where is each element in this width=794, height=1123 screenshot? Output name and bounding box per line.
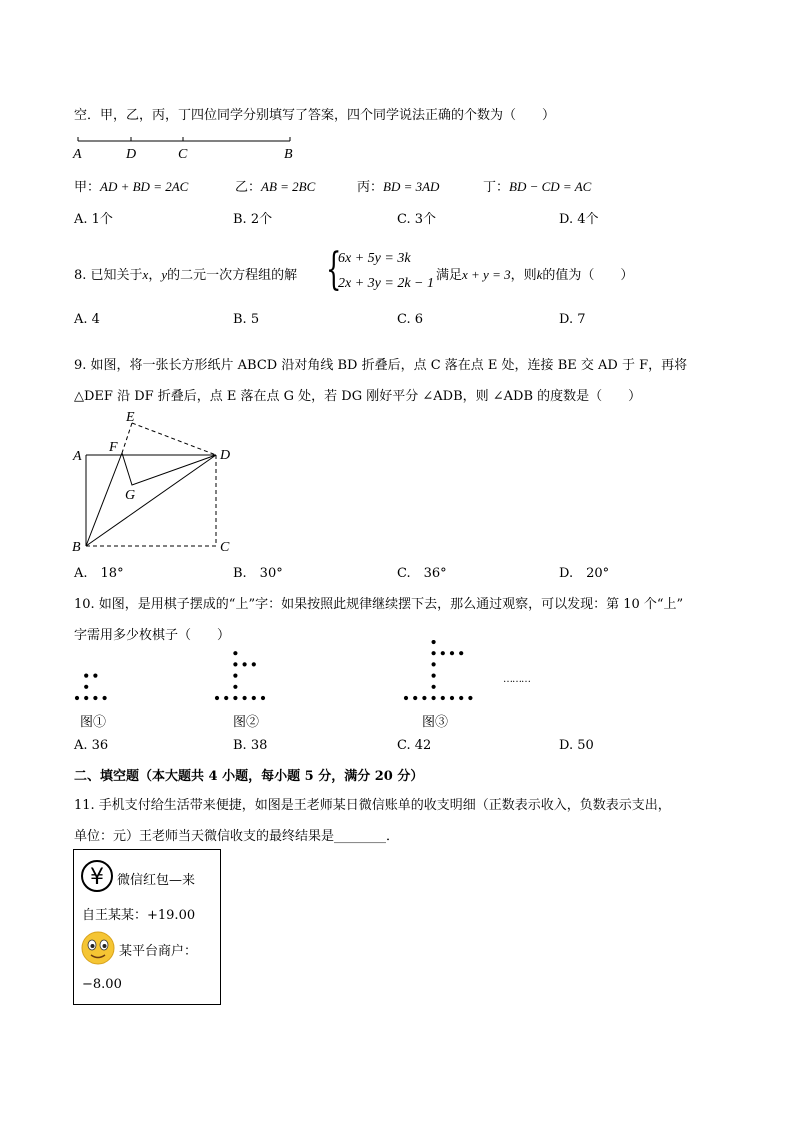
q7-point-c: C <box>178 147 188 162</box>
chess-piece <box>84 696 88 700</box>
smiley-face-icon <box>80 930 116 966</box>
chess-piece <box>432 651 436 655</box>
svg-text:¥: ¥ <box>90 865 104 890</box>
q8-option-c: C. 6 <box>397 312 424 327</box>
q10-stem-line-2: 字需用多少枚棋子（ ） <box>74 628 231 643</box>
q7-point-b: B <box>284 147 293 162</box>
chess-piece <box>468 696 472 700</box>
q7-option-d: D. 4个 <box>559 212 599 227</box>
q8-option-b: B. 5 <box>233 312 260 327</box>
q7-option-a: A. 1个 <box>74 212 113 227</box>
wechat-row-2-amount: −8.00 <box>82 977 122 992</box>
q9-label-e: E <box>126 410 135 425</box>
chess-piece <box>432 662 436 666</box>
q11-stem-line-2: 单位：元）王老师当天微信收支的最终结果是________． <box>74 829 400 844</box>
q9-option-a: A. 18° <box>74 566 124 581</box>
q8-stem: 8. 已知关于x，y的二元一次方程组的解 <box>74 267 298 283</box>
chess-piece <box>243 696 247 700</box>
q10-option-d: D. 50 <box>559 738 594 753</box>
chess-piece <box>224 696 228 700</box>
q7-statement-ding: 丁：BD − CD = AC <box>483 179 592 195</box>
chess-piece <box>252 696 256 700</box>
section-2-title: 二、填空题（本大题共 4 小题，每小题 5 分，满分 20 分） <box>74 769 424 784</box>
chess-piece <box>233 651 237 655</box>
chess-piece <box>432 696 436 700</box>
chess-piece <box>93 696 97 700</box>
q7-option-c: C. 3个 <box>397 212 437 227</box>
chess-piece <box>233 685 237 689</box>
chess-piece <box>103 696 107 700</box>
q9-label-b: B <box>72 540 81 555</box>
chess-piece <box>432 674 436 678</box>
q10-figure-dots <box>75 640 473 700</box>
q7-stem-tail: 空．甲，乙，丙，丁四位同学分别填写了答案，四个同学说法正确的个数为（ ） <box>74 108 556 123</box>
chess-piece <box>450 651 454 655</box>
q8-option-d: D. 7 <box>559 312 586 327</box>
q8-option-a: A. 4 <box>74 312 100 327</box>
chess-piece <box>233 696 237 700</box>
wechat-row-1-title: 微信红包—来 <box>117 873 196 888</box>
q8-brace: { <box>326 244 342 295</box>
q9-fold-figure <box>70 405 240 555</box>
chess-piece <box>261 696 265 700</box>
q9-label-d: D <box>220 448 231 463</box>
q9-option-b: B. 30° <box>233 566 283 581</box>
q9-label-f: F <box>109 440 118 455</box>
q10-figure-label-2: 图② <box>233 715 260 730</box>
wechat-row-2-title: 某平台商户： <box>119 944 198 959</box>
q9-option-c: C. 36° <box>397 566 447 581</box>
chess-piece <box>93 674 97 678</box>
chess-piece <box>75 696 79 700</box>
chess-piece <box>84 674 88 678</box>
q7-statement-jia: 甲：AD + BD = 2AC <box>74 179 189 195</box>
chess-piece <box>432 685 436 689</box>
chess-piece <box>450 696 454 700</box>
q10-figure-label-3: 图③ <box>422 715 449 730</box>
yuan-coin-icon <box>80 859 114 893</box>
q9-label-c: C <box>220 540 230 555</box>
q10-figure-label-1: 图① <box>80 715 107 730</box>
q8-equation-2: 2x + 3y = 2k − 1 <box>338 276 434 291</box>
chess-piece <box>413 696 417 700</box>
q10-chess-figures <box>0 640 560 710</box>
q9-stem-line-2: △DEF 沿 DF 折叠后，点 E 落在点 G 处，若 DG 刚好平分 ∠ADB，则 ∠ADB 的度数是（ ） <box>74 389 642 404</box>
chess-piece <box>84 685 88 689</box>
q10-stem-line-1: 10. 如图，是用棋子摆成的“上”字：如果按照此规律继续摆下去，那么通过观察，可以发现：第 10 个“上” <box>74 597 684 612</box>
chess-piece <box>252 662 256 666</box>
chess-piece <box>243 662 247 666</box>
q7-point-d: D <box>126 147 137 162</box>
q9-label-a: A <box>73 449 82 464</box>
q8-stem-tail: 满足x + y = 3，则k的值为（ ） <box>436 267 634 283</box>
chess-piece <box>215 696 219 700</box>
chess-piece <box>441 651 445 655</box>
chess-piece <box>404 696 408 700</box>
chess-piece <box>233 674 237 678</box>
q10-option-c: C. 42 <box>397 738 432 753</box>
q9-option-d: D. 20° <box>559 566 610 581</box>
q9-stem-line-1: 9. 如图，将一张长方形纸片 ABCD 沿对角线 BD 折叠后，点 C 落在点 E 处，连接 BE 交 AD 于 F，再将 <box>74 358 688 373</box>
q10-option-b: B. 38 <box>233 738 268 753</box>
chess-piece <box>459 696 463 700</box>
wechat-row-1-amount: 自王某某：+19.00 <box>82 908 196 923</box>
q7-segment-figure <box>70 134 300 164</box>
q7-statement-bing: 丙：BD = 3AD <box>357 179 440 195</box>
chess-piece <box>441 696 445 700</box>
chess-piece <box>459 651 463 655</box>
q10-ellipsis: ……… <box>503 674 530 685</box>
chess-piece <box>432 640 436 644</box>
q11-stem-line-1: 11. 手机支付给生活带来便捷，如图是王老师某日微信账单的收支明细（正数表示收入，负数表示支出， <box>74 798 671 813</box>
q8-equation-1: 6x + 5y = 3k <box>338 251 411 266</box>
q7-point-a: A <box>73 147 82 162</box>
q9-label-g: G <box>125 488 136 503</box>
q7-option-b: B. 2个 <box>233 212 273 227</box>
chess-piece <box>422 696 426 700</box>
wechat-bill-box <box>73 849 221 1005</box>
q10-option-a: A. 36 <box>74 738 109 753</box>
chess-piece <box>233 662 237 666</box>
q7-statement-yi: 乙：AB = 2BC <box>235 179 316 195</box>
